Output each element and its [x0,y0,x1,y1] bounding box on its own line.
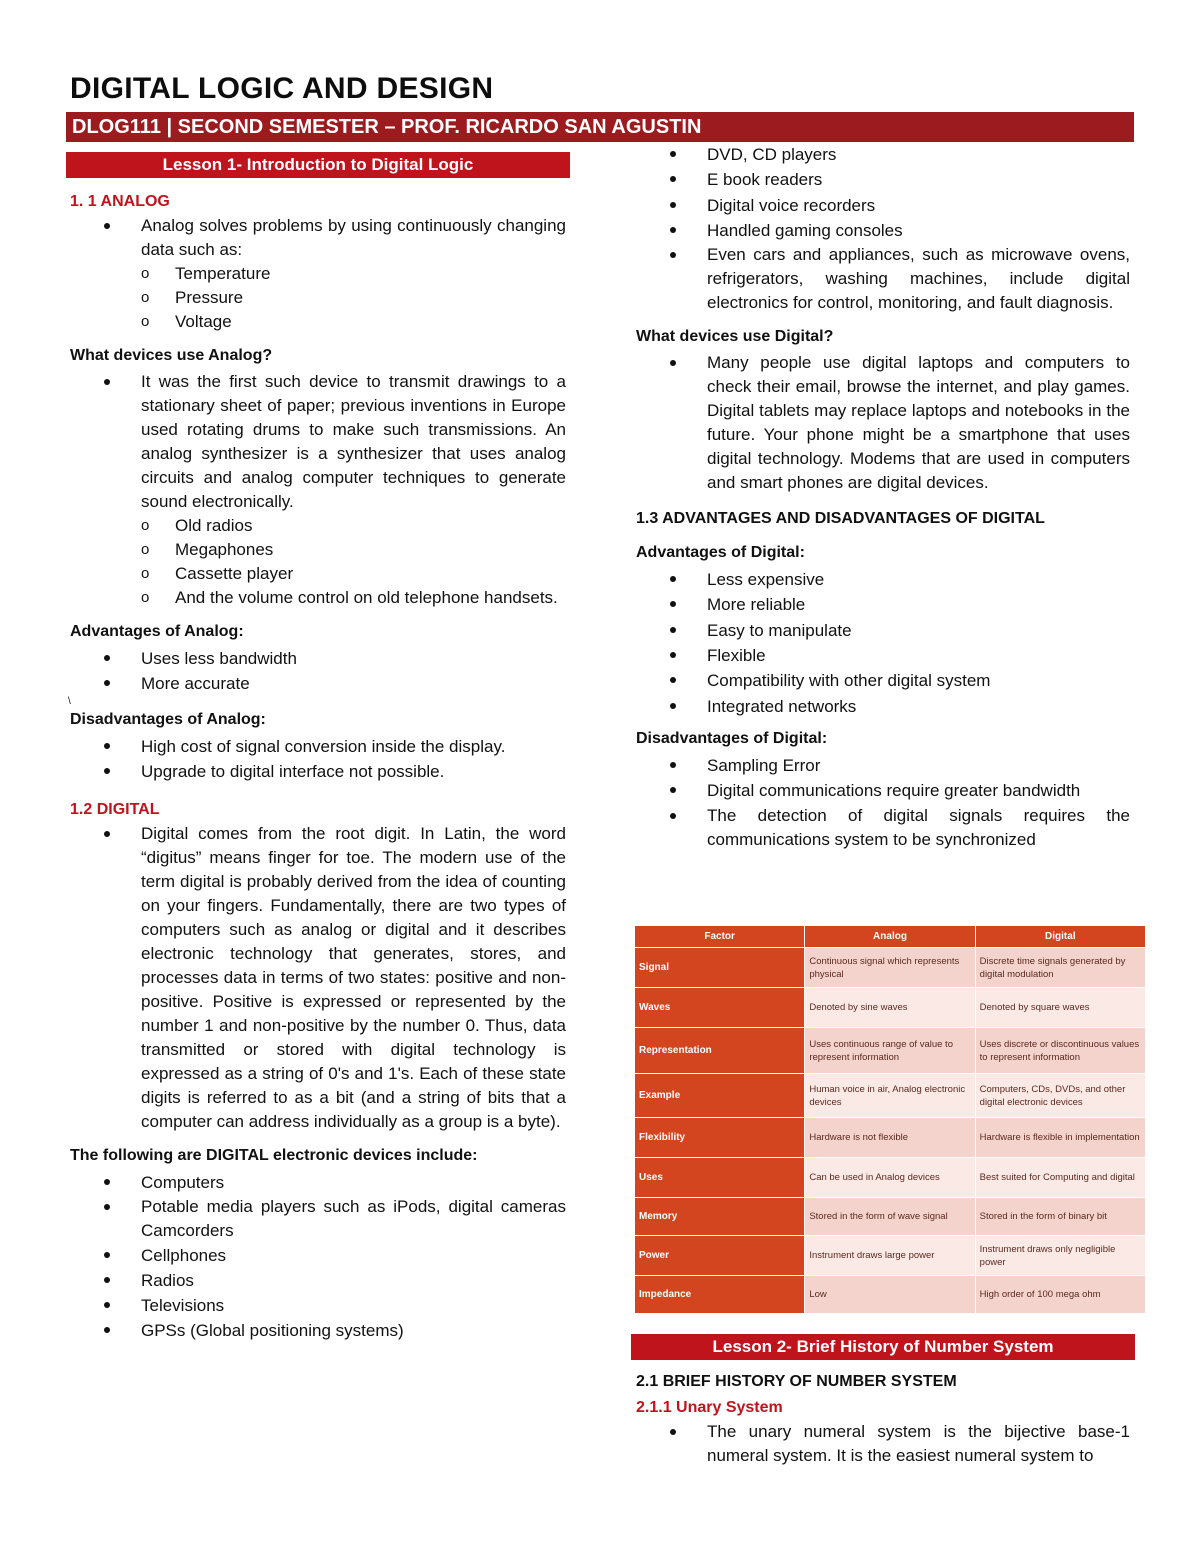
lesson-2-heading: Lesson 2- Brief History of Number System [631,1334,1135,1360]
list-item: GPSs (Global positioning systems) [70,1318,566,1343]
devices-analog-heading: What devices use Analog? [70,347,273,364]
devices-digital-heading: What devices use Digital? [636,328,834,346]
table-row [635,1158,1146,1198]
list-item: Less expensive [636,567,1130,592]
analog-list [70,214,566,334]
list-item: DVD, CD players [636,142,1130,167]
table-row [635,988,1146,1028]
table-cell: Low [805,1276,975,1314]
table-cell: Uses continuous range of value to represent information [805,1028,975,1074]
disadvantages-digital-heading: Disadvantages of Digital: [636,729,828,747]
table-row [635,1236,1146,1276]
table-cell: Hardware is not flexible [805,1118,975,1158]
advantages-digital-heading: Advantages of Digital: [636,544,805,562]
list-item: Many people use digital laptops and computers to check their email, browse the internet, and play games. Digital tablets may replace laptops and notebooks in the future. Your phone might be a smartphone that uses digital technology. Modems that are used in computers and smart phones are digital devices. [636,351,1130,495]
advantages-analog-heading: Advantages of Analog: [70,623,244,640]
list-item: Upgrade to digital interface not possible. [70,759,566,784]
disadvantages-digital-list [636,753,1130,852]
table-cell: Denoted by sine waves [805,988,975,1028]
list-item: The unary numeral system is the bijective base-1 numeral system. It is the easiest numeral system to [636,1420,1130,1468]
list-item: Easy to manipulate [636,618,1130,643]
list-item: o Cassette player [70,562,566,586]
column-header: Digital [975,926,1145,948]
table-cell: Instrument draws only negligible power [975,1236,1145,1276]
table-row [635,1074,1146,1118]
left-column [70,152,566,1343]
list-item: o And the volume control on old telephone handsets. [70,586,566,610]
devices-digital-list [636,351,1130,495]
list-item: Televisions [70,1293,566,1318]
table-cell: Stored in the form of binary bit [975,1198,1145,1236]
table-cell: Signal [635,948,805,988]
table-row [635,1028,1146,1074]
history-heading: 2.1 BRIEF HISTORY OF NUMBER SYSTEM [636,1373,957,1390]
disadvantages-analog-heading: Disadvantages of Analog: [70,711,266,728]
list-item: E book readers [636,167,1130,192]
table-cell: Representation [635,1028,805,1074]
digital-devices-list [70,1170,566,1343]
list-item: High cost of signal conversion inside the display. [70,734,566,759]
analog-digital-comparison-table [634,925,1146,1314]
list-item: Potable media players such as iPods, digital cameras Camcorders [70,1195,566,1243]
devices-analog-list [70,370,566,610]
digital-list [70,822,566,1134]
list-item: Integrated networks [636,694,1130,719]
advantages-analog-list [70,646,566,696]
disadvantages-analog-list [70,734,566,784]
table-cell: Power [635,1236,805,1276]
list-item: Cellphones [70,1243,566,1268]
table-cell: Instrument draws large power [805,1236,975,1276]
adv-disadv-heading: 1.3 ADVANTAGES AND DISADVANTAGES OF DIGITAL [636,510,1045,528]
advantages-digital-list [636,567,1130,719]
course-banner: DLOG111 | SECOND SEMESTER – PROF. RICARDO SAN AGUSTIN [66,112,1134,142]
list-item: Handled gaming consoles [636,218,1130,243]
table-cell: Can be used in Analog devices [805,1158,975,1198]
table-cell: Uses [635,1158,805,1198]
table-cell: Flexibility [635,1118,805,1158]
list-item: More accurate [70,671,566,696]
list-item: Computers [70,1170,566,1195]
table-cell: Discrete time signals generated by digital modulation [975,948,1145,988]
column-header: Analog [805,926,975,948]
list-item: o Voltage [70,310,566,334]
table-cell: High order of 100 mega ohm [975,1276,1145,1314]
table-row [635,1276,1146,1314]
table-cell: Example [635,1074,805,1118]
section-digital-heading: 1.2 DIGITAL [70,801,160,818]
list-item: Digital comes from the root digit. In Latin, the word “digitus” means finger for toe. The modern use of the term digital is probably derived from the idea of counting on your fingers. Fundamentally, there are two types of computers such as analog or digital and it describes electronic technology that generates, stores, and processes data in terms of two states: positive and non-positive. Positive is expressed or represented by the number 1 and non-positive by the number 0. Thus, data transmitted or stored with digital technology is expressed as a string of 0's and 1's. Each of these state digits is referred to as a bit (and a string of bits that a computer can address individually as a group is a byte). [70,822,566,1134]
list-item: It was the first such device to transmit drawings to a stationary sheet of paper; previous inventions in Europe used rotating drums to make such transmissions. An analog synthesizer is a synthesizer that uses analog circuits and analog computer techniques to generate sound electronically. [70,370,566,514]
table-header-row [635,926,1146,948]
list-item: Digital voice recorders [636,193,1130,218]
list-item: Compatibility with other digital system [636,668,1130,693]
table-cell: Denoted by square waves [975,988,1145,1028]
list-item: The detection of digital signals requires the communications system to be synchronized [636,804,1130,852]
digital-devices-continued-list [636,142,1130,315]
list-item: More reliable [636,592,1130,617]
table-row [635,1198,1146,1236]
section-analog-heading: 1. 1 ANALOG [70,193,170,210]
table-cell: Stored in the form of wave signal [805,1198,975,1236]
page-title: DIGITAL LOGIC AND DESIGN [70,72,494,105]
table-cell: Best suited for Computing and digital [975,1158,1145,1198]
table-cell: Memory [635,1198,805,1236]
list-item: Sampling Error [636,753,1130,778]
list-item: Radios [70,1268,566,1293]
table-row [635,948,1146,988]
list-item: o Pressure [70,286,566,310]
list-item: Even cars and appliances, such as microwave ovens, refrigerators, washing machines, include digital electronics for control, monitoring, and fault diagnosis. [636,243,1130,315]
right-column [636,142,1130,852]
unary-heading: 2.1.1 Unary System [636,1399,783,1416]
list-item: o Megaphones [70,538,566,562]
table-cell: Waves [635,988,805,1028]
unary-list [636,1420,1130,1468]
list-item: o Temperature [70,262,566,286]
stray-mark: \ [68,696,71,707]
table-cell: Computers, CDs, DVDs, and other digital electronic devices [975,1074,1145,1118]
list-item: Digital communications require greater bandwidth [636,778,1130,803]
table-cell: Hardware is flexible in implementation [975,1118,1145,1158]
lesson-2-block [636,1334,1130,1468]
list-item: Flexible [636,643,1130,668]
table-cell: Impedance [635,1276,805,1314]
table-cell: Continuous signal which represents physical [805,948,975,988]
list-item: o Old radios [70,514,566,538]
table-cell: Uses discrete or discontinuous values to represent information [975,1028,1145,1074]
table-cell: Human voice in air, Analog electronic devices [805,1074,975,1118]
digital-devices-heading: The following are DIGITAL electronic devices include: [70,1147,478,1164]
lesson-1-heading: Lesson 1- Introduction to Digital Logic [66,152,570,178]
list-item: Analog solves problems by using continuously changing data such as: [70,214,566,262]
column-header: Factor [635,926,805,948]
list-item: Uses less bandwidth [70,646,566,671]
table-row [635,1118,1146,1158]
